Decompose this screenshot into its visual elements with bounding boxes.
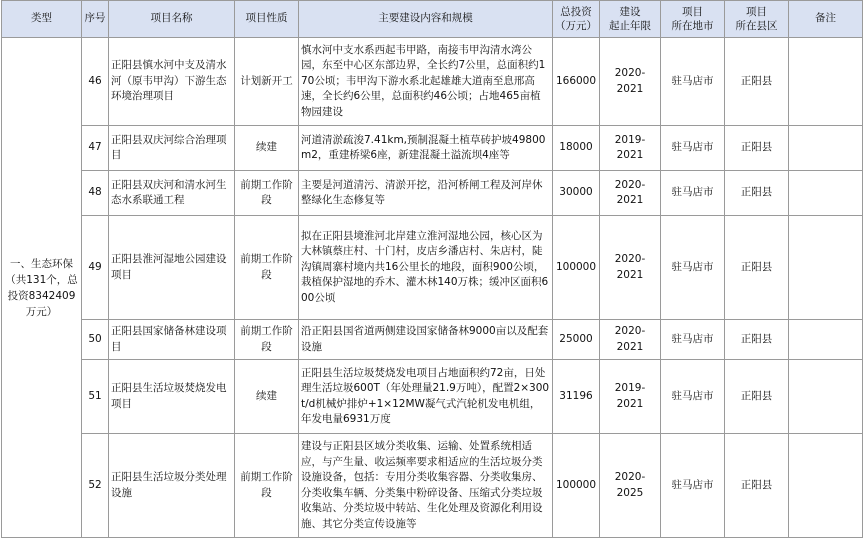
row-nature: 前期工作阶段 xyxy=(235,171,299,216)
row-nature: 续建 xyxy=(235,126,299,171)
header-county: 项目 所在县区 xyxy=(725,1,789,38)
row-invest: 166000 xyxy=(553,38,600,126)
row-county: 正阳县 xyxy=(725,38,789,126)
row-county: 正阳县 xyxy=(725,320,789,360)
row-remark xyxy=(789,171,863,216)
category-cell: 一、生态环保（共131个，总投资8342409万元） xyxy=(2,38,82,538)
project-table xyxy=(1,0,863,538)
table-row xyxy=(2,216,863,320)
row-no: 52 xyxy=(82,434,109,538)
header-name: 项目名称 xyxy=(109,1,235,38)
row-nature: 前期工作阶段 xyxy=(235,320,299,360)
row-county: 正阳县 xyxy=(725,126,789,171)
row-period: 2020-2021 xyxy=(600,38,661,126)
row-city: 驻马店市 xyxy=(661,171,725,216)
row-invest: 31196 xyxy=(553,360,600,434)
row-name: 正阳县慎水河中支及清水河（原韦甲沟）下游生态环境治理项目 xyxy=(109,38,235,126)
row-period: 2020-2021 xyxy=(600,171,661,216)
row-remark xyxy=(789,320,863,360)
row-city: 驻马店市 xyxy=(661,216,725,320)
row-name: 正阳县双庆河综合治理项目 xyxy=(109,126,235,171)
row-city: 驻马店市 xyxy=(661,126,725,171)
table-row xyxy=(2,38,863,126)
table-row xyxy=(2,320,863,360)
row-remark xyxy=(789,360,863,434)
row-period: 2019-2021 xyxy=(600,126,661,171)
row-no: 50 xyxy=(82,320,109,360)
row-invest: 25000 xyxy=(553,320,600,360)
header-remark: 备注 xyxy=(789,1,863,38)
row-period: 2020-2025 xyxy=(600,434,661,538)
header-row xyxy=(2,1,863,38)
row-name: 正阳县国家储备林建设项目 xyxy=(109,320,235,360)
row-nature: 前期工作阶段 xyxy=(235,216,299,320)
row-period: 2020-2021 xyxy=(600,320,661,360)
row-invest: 18000 xyxy=(553,126,600,171)
header-period: 建设 起止年限 xyxy=(600,1,661,38)
row-period: 2020-2021 xyxy=(600,216,661,320)
row-no: 48 xyxy=(82,171,109,216)
row-content: 正阳县生活垃圾焚烧发电项目占地面积约72亩，日处理生活垃圾600T（年处理量21.9万吨），配置2×300t/d机械炉排炉+1×12MW凝气式汽轮机发电机组，年发电量6931万度 xyxy=(299,360,553,434)
row-no: 47 xyxy=(82,126,109,171)
row-city: 驻马店市 xyxy=(661,38,725,126)
row-name: 正阳县生活垃圾分类处理设施 xyxy=(109,434,235,538)
row-county: 正阳县 xyxy=(725,171,789,216)
header-invest: 总投资 （万元） xyxy=(553,1,600,38)
row-remark xyxy=(789,434,863,538)
row-no: 49 xyxy=(82,216,109,320)
row-county: 正阳县 xyxy=(725,434,789,538)
row-content: 拟在正阳县境淮河北岸建立淮河湿地公园，核心区为大林镇蔡庄村、十门村，皮店乡潘店村、朱店村，陡沟镇周寨村境内共16公里长的地段，面积900公顷，栽植保护湿地的乔木、灌木林140万株；缓冲区面积600公顷 xyxy=(299,216,553,320)
table-row xyxy=(2,126,863,171)
row-period: 2019-2021 xyxy=(600,360,661,434)
row-city: 驻马店市 xyxy=(661,320,725,360)
row-nature: 前期工作阶段 xyxy=(235,434,299,538)
row-invest: 100000 xyxy=(553,434,600,538)
row-invest: 100000 xyxy=(553,216,600,320)
table-row xyxy=(2,171,863,216)
row-city: 驻马店市 xyxy=(661,360,725,434)
row-content: 慎水河中支水系西起韦甲路，南接韦甲沟清水湾公园，东至中心区东部边界，全长约7公里，总面积约170公顷；韦甲沟下游水系北起雄雄大道南至息邢高速，全长约6公里，总面积约46公顷；占地465亩植物园建设 xyxy=(299,38,553,126)
row-invest: 30000 xyxy=(553,171,600,216)
row-content: 建设与正阳县区域分类收集、运输、处置系统相适应，与产生量、收运频率要求相适应的生活垃圾分类设施设备，包括：专用分类收集容器、分类收集房、分类收集车辆、分类集中粉碎设备、压缩式分类垃圾收集站、分类垃圾中转站、生化处理及资源化利用设施、其它分类宣传设施等 xyxy=(299,434,553,538)
row-content: 河道清淤疏浚7.41km,预制混凝土植草砖护坡49800m2，重建桥梁6座，新建混凝土溢流坝4座等 xyxy=(299,126,553,171)
row-name: 正阳县生活垃圾焚烧发电项目 xyxy=(109,360,235,434)
row-remark xyxy=(789,216,863,320)
table-row xyxy=(2,360,863,434)
header-type: 类型 xyxy=(2,1,82,38)
row-content: 主要是河道清污、清淤开挖，沿河桥闸工程及河岸休整绿化生态修复等 xyxy=(299,171,553,216)
header-no: 序号 xyxy=(82,1,109,38)
header-city: 项目 所在地市 xyxy=(661,1,725,38)
header-content: 主要建设内容和规模 xyxy=(299,1,553,38)
table-row xyxy=(2,434,863,538)
row-name: 正阳县双庆河和清水河生态水系联通工程 xyxy=(109,171,235,216)
row-content: 沿正阳县国省道两侧建设国家储备林9000亩以及配套设施 xyxy=(299,320,553,360)
row-city: 驻马店市 xyxy=(661,434,725,538)
row-nature: 续建 xyxy=(235,360,299,434)
header-nature: 项目性质 xyxy=(235,1,299,38)
row-nature: 计划新开工 xyxy=(235,38,299,126)
row-county: 正阳县 xyxy=(725,216,789,320)
row-remark xyxy=(789,126,863,171)
row-remark xyxy=(789,38,863,126)
row-name: 正阳县淮河湿地公园建设项目 xyxy=(109,216,235,320)
row-no: 46 xyxy=(82,38,109,126)
row-no: 51 xyxy=(82,360,109,434)
row-county: 正阳县 xyxy=(725,360,789,434)
